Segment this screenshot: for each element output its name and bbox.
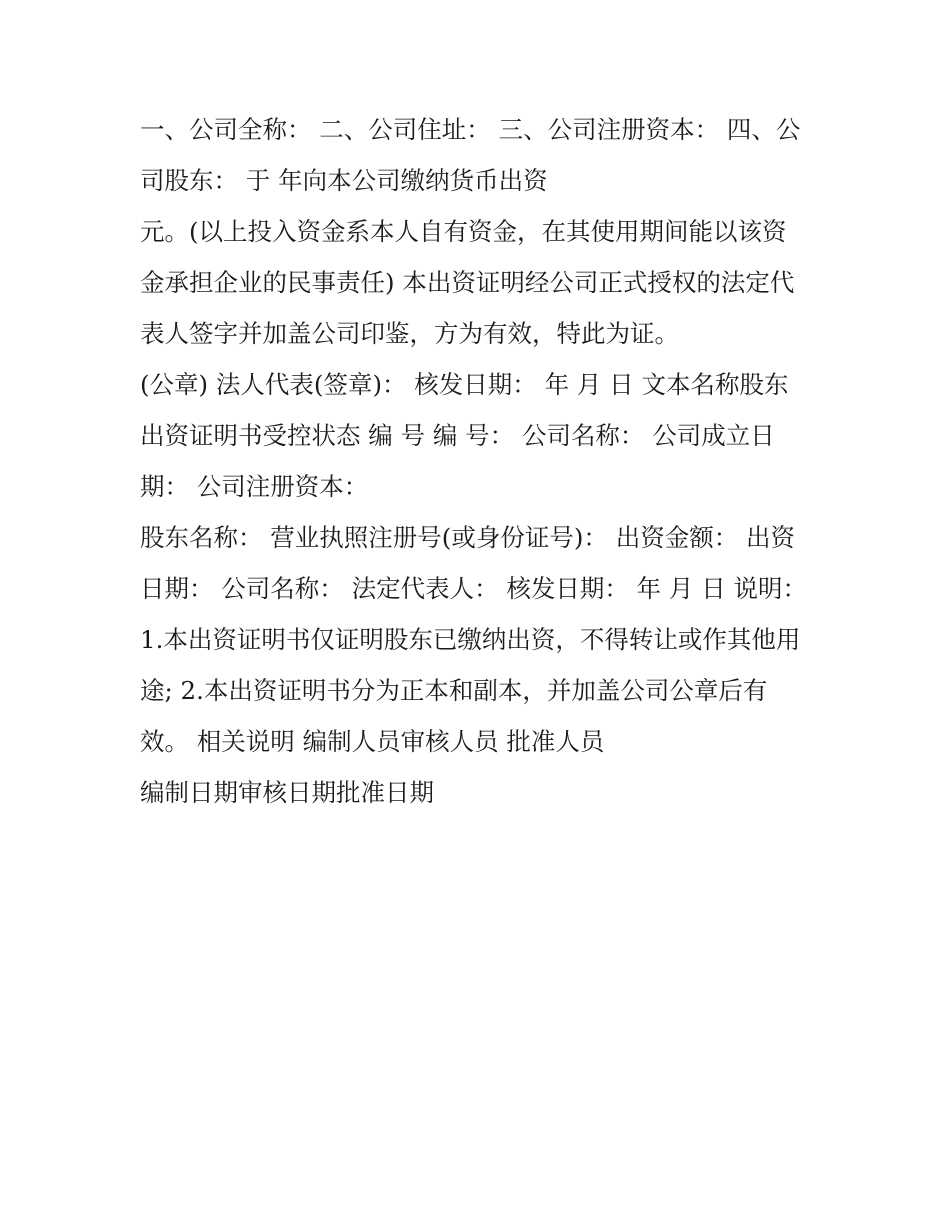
text-line: 期： 公司注册资本： — [140, 472, 369, 501]
text-line: 金承担企业的民事责任) 本出资证明经公司正式授权的法定代 — [140, 268, 795, 297]
text-line: 表人签字并加盖公司印鉴，方为有效，特此为证。 — [140, 319, 679, 348]
text-line: 股东名称： 营业执照注册号(或身份证号)： 出资金额： 出资 — [140, 523, 795, 552]
text-line: 元。(以上投入资金系本人自有资金，在其使用期间能以该资 — [140, 217, 787, 246]
document-body — [140, 108, 812, 822]
text-line: 一、公司全称： 二、公司住址： 三、公司注册资本： 四、公 — [140, 115, 801, 144]
text-line: 途; 2.本出资证明书分为正本和副本，并加盖公司公章后有 — [140, 676, 768, 705]
text-line: 出资证明书受控状态 编 号 编 号： 公司名称： 公司成立日 — [140, 421, 775, 450]
text-line: 1.本出资证明书仅证明股东已缴纳出资，不得转让或作其他用 — [140, 625, 801, 654]
text-line: 司股东： 于 年向本公司缴纳货币出资 — [140, 166, 548, 195]
text-line: (公章) 法人代表(签章)： 核发日期： 年 月 日 文本名称股东 — [140, 370, 789, 399]
text-line: 编制日期审核日期批准日期 — [140, 778, 434, 807]
text-line: 效。 相关说明 编制人员审核人员 批准人员 — [140, 727, 605, 756]
text-line: 日期： 公司名称： 法定代表人： 核发日期： 年 月 日 说明： — [140, 574, 808, 603]
